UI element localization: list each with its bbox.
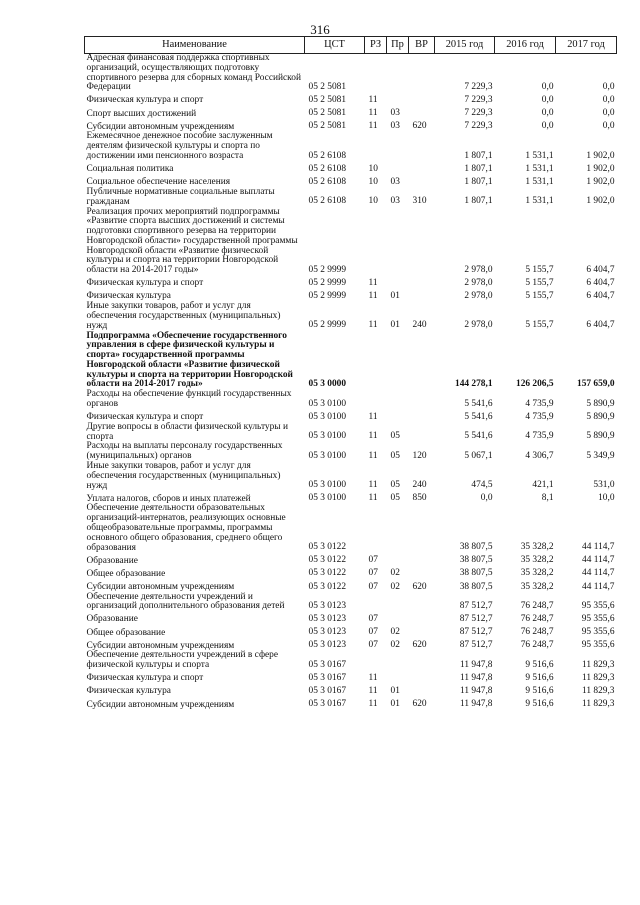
row-vr (409, 332, 435, 391)
row-pr: 01 (390, 699, 400, 710)
row-pr (387, 410, 409, 423)
row-rz: 11 (368, 699, 378, 710)
row-2016: 76 248,7 (520, 601, 554, 612)
row-2016: 4 735,9 (525, 431, 554, 442)
row-pr (387, 208, 409, 276)
row-vr (409, 289, 435, 302)
row-vr: 620 (412, 121, 427, 132)
row-2016: 1 531,1 (525, 176, 554, 187)
row-vr (409, 93, 435, 106)
row-2016: 1 531,1 (525, 196, 554, 207)
row-rz: 11 (368, 320, 378, 331)
row-2015: 38 807,5 (459, 568, 493, 579)
row-pr (387, 54, 409, 94)
table-row (85, 684, 617, 697)
row-2016: 5 155,7 (525, 277, 554, 288)
row-vr (409, 208, 435, 276)
row-name: Образование (86, 555, 138, 566)
row-vr: 310 (412, 196, 427, 207)
row-cst: 05 3 0122 (308, 581, 346, 592)
row-2017: 95 355,6 (581, 614, 615, 625)
row-rz: 07 (368, 555, 378, 566)
row-cst: 05 2 5081 (308, 95, 346, 106)
row-2017: 44 114,7 (582, 555, 615, 566)
row-2016: 4 735,9 (525, 398, 554, 409)
row-cst: 05 3 0123 (308, 614, 346, 625)
row-rz: 10 (368, 163, 378, 174)
row-vr (409, 593, 435, 613)
row-2015: 11 947,8 (460, 673, 493, 683)
row-name: Иные закупки товаров, работ и услуг для обеспечения государственных (муниципальных) нужд (86, 301, 281, 331)
row-2015: 11 947,8 (460, 659, 493, 670)
row-cst: 05 2 9999 (308, 291, 346, 302)
row-cst: 05 3 0167 (308, 673, 346, 683)
row-name: Социальное обеспечение населения (86, 177, 231, 188)
row-pr: 05 (390, 450, 400, 461)
row-name: Публичные нормативные социальные выплаты гражданам (86, 186, 275, 207)
row-2016: 4 735,9 (525, 411, 554, 422)
table-row (85, 132, 617, 161)
row-2017: 44 114,7 (582, 581, 615, 592)
table-row (85, 671, 617, 684)
row-2016: 9 516,6 (525, 659, 554, 670)
row-vr (409, 175, 435, 188)
header-pr: Пр (387, 37, 409, 54)
row-pr (387, 651, 409, 671)
row-rz: 07 (368, 614, 378, 625)
row-2015: 11 947,8 (460, 686, 493, 697)
row-2015: 11 947,8 (460, 699, 493, 710)
row-name: Физическая культура и спорт (86, 673, 204, 684)
row-pr: 02 (390, 568, 400, 579)
row-rz: 11 (368, 493, 378, 504)
row-rz: 07 (368, 627, 378, 638)
row-name: Ежемесячное денежное пособие заслуженным деятелям физической культуры и спорта по достижении ими пенсионного возраста (86, 131, 273, 161)
row-name: Обеспечение деятельности образовательных организаций-интернатов, реализующих основные общеобразовательные программы, программы основного общего образования, среднего общего образования (86, 503, 286, 553)
row-cst: 05 3 0123 (308, 627, 346, 638)
row-name: Другие вопросы в области физической культуры и спорта (86, 421, 288, 442)
row-2016: 76 248,7 (520, 640, 554, 651)
row-vr (409, 553, 435, 566)
row-pr: 05 (390, 493, 400, 504)
table-row (85, 175, 617, 188)
row-2015: 2 978,0 (464, 320, 493, 331)
row-rz (365, 504, 387, 553)
row-2016: 35 328,2 (520, 542, 554, 553)
row-cst: 05 3 0100 (308, 431, 346, 442)
row-2015: 1 807,1 (464, 150, 493, 161)
row-name: Физическая культура и спорт (86, 412, 204, 423)
budget-table (84, 36, 617, 710)
table-row (85, 442, 617, 462)
row-2016: 4 306,7 (525, 450, 554, 461)
row-2017: 95 355,6 (581, 640, 615, 651)
row-name: Субсидии автономным учреждениям (86, 581, 235, 592)
row-vr (409, 276, 435, 289)
row-2015: 5 067,1 (464, 450, 493, 461)
row-pr: 01 (390, 291, 400, 302)
row-pr (387, 612, 409, 625)
row-2016: 9 516,6 (525, 699, 554, 710)
table-row (85, 651, 617, 671)
row-2016: 0,0 (541, 108, 554, 119)
table-row (85, 697, 617, 710)
row-vr: 620 (412, 640, 427, 651)
row-2017: 44 114,7 (582, 542, 615, 553)
row-2015: 1 807,1 (464, 196, 493, 207)
row-cst: 05 3 0123 (308, 640, 346, 651)
table-row (85, 93, 617, 106)
table-row (85, 593, 617, 613)
row-name: Субсидии автономным учреждениям (86, 121, 235, 132)
table-row (85, 566, 617, 579)
table-row (85, 106, 617, 119)
row-vr: 850 (412, 493, 427, 504)
row-2015: 2 978,0 (464, 277, 493, 288)
row-2017: 44 114,7 (582, 568, 615, 579)
row-2017: 1 902,0 (586, 150, 615, 161)
row-rz: 11 (368, 686, 378, 697)
row-pr: 05 (390, 480, 400, 491)
row-vr (409, 423, 435, 443)
row-rz: 11 (368, 121, 378, 132)
row-vr (409, 625, 435, 638)
row-2017: 11 829,3 (582, 699, 615, 710)
row-2017: 531,0 (593, 480, 615, 491)
table-row (85, 54, 617, 94)
row-cst: 05 3 0100 (308, 493, 346, 504)
row-cst: 05 2 6108 (308, 150, 346, 161)
table-row (85, 504, 617, 553)
row-cst: 05 3 0167 (308, 699, 346, 710)
table-row (85, 423, 617, 443)
row-2017: 6 404,7 (586, 320, 615, 331)
row-2016: 9 516,6 (525, 673, 554, 683)
row-2015: 2 978,0 (464, 264, 493, 275)
row-name: Расходы на выплаты персоналу государственных (муниципальных) органов (86, 441, 283, 462)
row-name: Социальная политика (86, 164, 174, 175)
row-2015: 1 807,1 (464, 163, 493, 174)
table-row (85, 188, 617, 208)
row-rz: 07 (368, 640, 378, 651)
header-2015: 2015 год (435, 37, 495, 54)
row-vr (409, 106, 435, 119)
row-pr: 01 (390, 320, 400, 331)
row-cst: 05 2 9999 (308, 320, 346, 331)
row-2017: 1 902,0 (586, 196, 615, 207)
row-name: Общее образование (86, 627, 166, 638)
row-vr: 620 (412, 699, 427, 710)
row-pr (387, 332, 409, 391)
row-pr (387, 132, 409, 161)
row-rz: 11 (368, 411, 378, 422)
row-name: Образование (86, 614, 138, 625)
row-2017: 95 355,6 (581, 601, 615, 612)
table-row (85, 302, 617, 331)
row-rz (365, 132, 387, 161)
table-row (85, 553, 617, 566)
row-rz: 11 (368, 450, 378, 461)
row-name: Субсидии автономным учреждениям (86, 699, 235, 710)
row-2016: 126 206,5 (516, 379, 554, 390)
row-2015: 5 541,6 (464, 398, 493, 409)
row-name: Физическая культура (86, 291, 171, 302)
row-rz (365, 332, 387, 391)
row-2017: 95 355,6 (581, 627, 615, 638)
row-pr (387, 390, 409, 410)
row-2015: 87 512,7 (459, 627, 493, 638)
row-pr: 02 (390, 627, 400, 638)
row-pr (387, 593, 409, 613)
table-row (85, 208, 617, 276)
row-rz: 11 (368, 291, 378, 302)
row-rz: 10 (368, 196, 378, 207)
row-name: Адресная финансовая поддержка спортивных организаций, осуществляющих подготовку спортивного резерва для сборных команд Российской Федерации (86, 53, 301, 93)
row-name: Физическая культура и спорт (86, 95, 204, 106)
row-name: Общее образование (86, 568, 166, 579)
row-name: Обеспечение деятельности учреждений и организаций дополнительного образования детей (86, 591, 285, 612)
row-2016: 1 531,1 (525, 150, 554, 161)
row-2017: 10,0 (598, 493, 615, 504)
row-2015: 87 512,7 (459, 640, 493, 651)
row-vr (409, 54, 435, 94)
row-2016: 0,0 (541, 121, 554, 132)
header-rz: РЗ (365, 37, 387, 54)
row-rz: 07 (368, 581, 378, 592)
row-rz: 11 (368, 673, 378, 683)
row-2015: 2 978,0 (464, 291, 493, 302)
row-cst: 05 3 0100 (308, 398, 346, 409)
row-rz: 11 (368, 95, 378, 106)
row-2015: 38 807,5 (459, 542, 493, 553)
row-2016: 76 248,7 (520, 614, 554, 625)
row-2017: 5 890,9 (586, 398, 615, 409)
header-2017: 2017 год (556, 37, 617, 54)
row-rz: 11 (368, 431, 378, 442)
row-cst: 05 2 6108 (308, 196, 346, 207)
row-vr: 620 (412, 581, 427, 592)
row-2017: 5 890,9 (586, 411, 615, 422)
row-vr (409, 162, 435, 175)
row-pr (387, 553, 409, 566)
row-rz: 10 (368, 176, 378, 187)
header-cst: ЦСТ (305, 37, 365, 54)
row-rz: 11 (368, 108, 378, 119)
row-vr (409, 651, 435, 671)
row-name: Реализация прочих мероприятий подпрограммы «Развитие спорта высших достижений и системы подготовки спортивного резерва на территории Новгородской области» государственной программы Новгородской области «Развитие физической культуры и спорта на территории Новгородской области на 2014-2017 годы» (86, 206, 298, 276)
row-cst: 05 3 0100 (308, 480, 346, 491)
row-pr: 03 (390, 196, 400, 207)
table-row (85, 625, 617, 638)
row-pr (387, 276, 409, 289)
row-2017: 11 829,3 (582, 673, 615, 683)
row-cst: 05 3 0123 (308, 601, 346, 612)
row-vr: 120 (412, 450, 427, 461)
row-2015: 38 807,5 (459, 581, 493, 592)
row-2015: 0,0 (480, 493, 493, 504)
row-2017: 157 659,0 (577, 379, 615, 390)
row-cst: 05 3 0122 (308, 555, 346, 566)
row-cst: 05 2 5081 (308, 108, 346, 119)
row-name: Уплата налогов, сборов и иных платежей (86, 493, 251, 504)
row-2017: 0,0 (602, 95, 615, 106)
row-cst: 05 2 5081 (308, 121, 346, 132)
row-2016: 35 328,2 (520, 568, 554, 579)
row-rz: 11 (368, 277, 378, 288)
row-rz: 11 (368, 480, 378, 491)
row-cst: 05 2 9999 (308, 264, 346, 275)
row-pr: 03 (390, 108, 400, 119)
header-vr: ВР (409, 37, 435, 54)
row-2015: 5 541,6 (464, 431, 493, 442)
row-vr (409, 504, 435, 553)
row-2017: 1 902,0 (586, 176, 615, 187)
row-cst: 05 3 0000 (308, 379, 346, 390)
row-name: Расходы на обеспечение функций государственных органов (86, 389, 292, 409)
row-name: Обеспечение деятельности учреждений в сфере физической культуры и спорта (86, 650, 279, 671)
row-2016: 35 328,2 (520, 581, 554, 592)
row-2015: 7 229,3 (464, 95, 493, 106)
row-cst: 05 2 6108 (308, 176, 346, 187)
row-2015: 87 512,7 (459, 601, 493, 612)
row-pr: 02 (390, 640, 400, 651)
row-pr: 01 (390, 686, 400, 697)
row-2016: 76 248,7 (520, 627, 554, 638)
table-row (85, 390, 617, 410)
row-pr: 02 (390, 581, 400, 592)
row-vr: 240 (412, 480, 427, 491)
row-name: Субсидии автономным учреждениям (86, 640, 235, 651)
table-row (85, 462, 617, 491)
table-row (85, 612, 617, 625)
header-name: Наименование (85, 37, 305, 54)
row-cst: 05 3 0167 (308, 659, 346, 670)
row-2015: 7 229,3 (464, 108, 493, 119)
row-vr (409, 671, 435, 684)
row-pr: 03 (390, 176, 400, 187)
row-2017: 1 902,0 (586, 163, 615, 174)
row-cst: 05 2 6108 (308, 163, 346, 174)
row-2015: 38 807,5 (459, 555, 493, 566)
row-2015: 474,5 (471, 480, 493, 491)
table-row (85, 332, 617, 391)
row-cst: 05 3 0100 (308, 450, 346, 461)
row-2016: 0,0 (541, 82, 554, 93)
row-2016: 35 328,2 (520, 555, 554, 566)
row-pr (387, 93, 409, 106)
row-2015: 7 229,3 (464, 82, 493, 93)
row-2017: 11 829,3 (582, 659, 615, 670)
table-row (85, 580, 617, 593)
row-2017: 0,0 (602, 82, 615, 93)
table-row (85, 410, 617, 423)
row-vr (409, 684, 435, 697)
row-name: Физическая культура и спорт (86, 278, 204, 289)
row-2016: 9 516,6 (525, 686, 554, 697)
row-2017: 5 890,9 (586, 431, 615, 442)
row-2017: 6 404,7 (586, 277, 615, 288)
table-header-row (85, 37, 617, 54)
row-2015: 7 229,3 (464, 121, 493, 132)
row-cst: 05 3 0100 (308, 411, 346, 422)
table-row (85, 276, 617, 289)
row-pr: 05 (390, 431, 400, 442)
row-2015: 1 807,1 (464, 176, 493, 187)
row-2017: 0,0 (602, 121, 615, 132)
row-2016: 5 155,7 (525, 291, 554, 302)
row-vr (409, 566, 435, 579)
row-2016: 421,1 (532, 480, 554, 491)
row-vr (409, 390, 435, 410)
row-rz (365, 651, 387, 671)
row-2015: 87 512,7 (459, 614, 493, 625)
row-2015: 5 541,6 (464, 411, 493, 422)
row-2016: 0,0 (541, 95, 554, 106)
row-2016: 5 155,7 (525, 320, 554, 331)
row-rz: 07 (368, 568, 378, 579)
row-name: Спорт высших достижений (86, 108, 197, 119)
row-vr (409, 612, 435, 625)
row-pr: 03 (390, 121, 400, 132)
row-cst: 05 3 0122 (308, 568, 346, 579)
row-pr (387, 671, 409, 684)
row-name: Физическая культура (86, 686, 171, 697)
row-2016: 1 531,1 (525, 163, 554, 174)
row-rz (365, 390, 387, 410)
row-name: Подпрограмма «Обеспечение государственного управления в сфере физической культуры и спорта» государственной программы Новгородской области «Развитие физической культуры и спорта на территории Новгородской области на 2014-2017 годы» (86, 330, 293, 390)
row-2017: 5 349,9 (586, 450, 615, 461)
row-cst: 05 2 5081 (308, 82, 346, 93)
row-pr (387, 504, 409, 553)
row-2016: 5 155,7 (525, 264, 554, 275)
row-2017: 11 829,3 (582, 686, 615, 697)
table-row (85, 162, 617, 175)
row-2017: 0,0 (602, 108, 615, 119)
row-vr (409, 132, 435, 161)
row-vr (409, 410, 435, 423)
row-name: Иные закупки товаров, работ и услуг для обеспечения государственных (муниципальных) нужд (86, 460, 281, 491)
row-2016: 8,1 (541, 493, 554, 504)
row-rz (365, 54, 387, 94)
row-2017: 6 404,7 (586, 264, 615, 275)
page-number: 316 (310, 22, 330, 37)
header-2016: 2016 год (495, 37, 556, 54)
row-cst: 05 2 9999 (308, 277, 346, 288)
row-rz (365, 593, 387, 613)
row-2015: 144 278,1 (455, 379, 493, 390)
row-vr: 240 (412, 320, 427, 331)
row-pr (387, 162, 409, 175)
row-cst: 05 3 0167 (308, 686, 346, 697)
row-rz (365, 208, 387, 276)
row-cst: 05 3 0122 (308, 542, 346, 553)
row-2017: 6 404,7 (586, 291, 615, 302)
